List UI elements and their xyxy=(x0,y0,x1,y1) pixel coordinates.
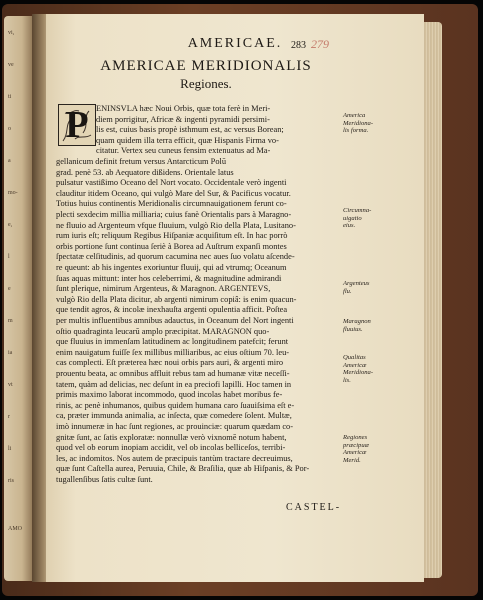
text-line: pulsatur vastißimo Oceano del Nort vocato. Occidentale verò ingenti xyxy=(56,178,287,188)
text-line: vulgò Rio della Plata dicitur, ab argenti nimirum copiâ: is enim quacun- xyxy=(56,294,297,304)
text-line: tatem, quàm ad delicias, nec deſunt in ea preciofi lapilli. Hoc tamen in xyxy=(56,379,292,389)
page-number: 283 xyxy=(291,40,306,51)
left-page-fragment: vt xyxy=(8,382,13,388)
text-line: ſpectatæ celſitudinis, ad quorum cacumina nec aues ſuo volatu aſcende- xyxy=(56,252,295,262)
left-page-fragment: vi, xyxy=(8,30,15,36)
text-line: quod vel ob eorum inopiam accidit, vel ob incolas belliceſos, terribi- xyxy=(56,443,286,453)
margin-note: Maragnon xyxy=(343,318,371,325)
text-line: cas complecti. Eſt præterea hæc noui orbis pars auri, & argenti miro xyxy=(56,358,284,368)
decorated-initial xyxy=(58,104,96,146)
left-page-fragment: ve xyxy=(8,62,14,68)
text-line: que fluuius in immenſam latitudinem ac longitudinem patefcit; ferunt xyxy=(56,337,289,347)
left-page-edge xyxy=(4,16,34,581)
left-page-fragment: mo- xyxy=(8,190,18,196)
left-page-fragment: l xyxy=(8,254,10,260)
left-page-fragment: r xyxy=(8,414,10,420)
text-line: quam quidem illa terra efficit, quæ Hispanis Firma vo- xyxy=(96,135,279,145)
catchword: CASTEL- xyxy=(286,502,342,513)
left-page-fragment: ia xyxy=(8,350,13,356)
text-line: gellanicum definit fretum versus Antarcticum Polū xyxy=(56,157,227,166)
running-head: AMERICAE. xyxy=(187,36,283,51)
margin-note: Merid. xyxy=(343,456,361,464)
text-line: grad. penè 53. ab Aequatore dißidens. Orientale latus xyxy=(56,167,234,177)
margin-note: Argenteus xyxy=(343,280,370,287)
left-page-fragment: e xyxy=(8,286,11,292)
book-page xyxy=(46,14,424,582)
margin-note: Americæ xyxy=(343,361,367,369)
margin-note: lis forma. xyxy=(343,127,369,135)
text-line: rinis, ac penè inhumanos, quibus quidem humana caro ſuauiſsima eſt e- xyxy=(56,400,295,410)
left-page-fragment: e, xyxy=(8,222,13,228)
text-line: diem porrigitur, Africæ & ingenti pyramidi persimi- xyxy=(96,114,270,124)
page-edges xyxy=(422,22,442,578)
text-line: ca, præter immunda animalia, ac inſecta, quæ comedere ſolent. Multæ, xyxy=(56,411,292,421)
margin-note: Circumna- xyxy=(343,207,372,214)
text-line: ſunt plerique, nimirum Argenteus, & Maragnon. ARGENTEVS, xyxy=(56,284,271,294)
text-line: clauditur itidem Oceano, qui vulgò Mare del Sur, & Pacificus vocatur. xyxy=(56,188,291,198)
margin-note: Meridiona- xyxy=(343,119,374,127)
margin-note: America xyxy=(343,112,366,119)
margin-note: Qualitas xyxy=(343,354,366,361)
text-line: plecti sexdecim millia milliaria; cuius fanè Orientalis pars à Maragno- xyxy=(56,210,292,219)
margin-note: Meridiona- xyxy=(343,369,374,377)
text-line: prouentu beata, ac omnibus affluit rebus tam ad humanæ vitæ neceſſi- xyxy=(56,369,290,378)
left-page-fragment: ris xyxy=(8,478,14,484)
left-page-fragment: li xyxy=(8,446,12,452)
text-line: gnitæ ſunt, ac ſatis exploratæ: nonnullæ verò vixnomē notum habent, xyxy=(56,432,287,442)
text-line: que tendit agros, & incolæ inexhauſta argenti opulentia afficit. Poſtea xyxy=(56,305,288,315)
chapter-subtitle: Regiones. xyxy=(180,76,232,91)
text-line: ENINSVLA hæc Noui Orbis, quæ tota ferè in Meri- xyxy=(96,104,271,113)
text-line: Totius huius continentis Meridionalis circumnauigationem ferunt co- xyxy=(56,199,287,209)
text-line: primis maximo laborat incommodo, quod incolas habet moribus fe- xyxy=(56,390,283,400)
text-line: per multis influentibus amnibus adauctus, in Oceanum del Nort ingenti xyxy=(56,316,294,325)
text-line: enim nauigatum fuiſſe ſex millibus milliaribus, ac eius oſtium 70. leu- xyxy=(56,347,290,357)
margin-note: præcipuæ xyxy=(343,441,370,449)
text-line: quæ ſunt Caſtella aurea, Peruuia, Chile, & Braſilia, quæ ab Hiſpanis, & Por- xyxy=(56,464,310,474)
margin-note: lis. xyxy=(343,376,351,384)
text-line: rum iuris eſt; reliquum Regibus Hiſpaniæ acquiſitum eſt. In hac porrò xyxy=(56,231,288,241)
text-line: lis est, cuius basis propè isthmum est, ac versus Borean; xyxy=(96,125,284,135)
text-line: oſtio quadraginta leucarū amplo præcipitat. MARAGNON quo- xyxy=(56,326,270,336)
text-line: tugallenſibus ſatis cultæ ſunt. xyxy=(56,475,153,484)
left-page-fragment: a xyxy=(8,158,11,164)
margin-note: flu. xyxy=(343,287,352,295)
left-page-fragment: AMO xyxy=(8,526,23,532)
margin-note: Americæ xyxy=(343,449,367,457)
chapter-title: AMERICAE MERIDIONALIS xyxy=(100,58,312,74)
text-line: imò innumeræ in hac ſunt regiones, ac prouinciæ: quarum quædam co- xyxy=(56,422,294,431)
margin-note: Regiones xyxy=(343,434,368,441)
left-page-fragment: ti xyxy=(8,94,12,100)
left-page-fragment: o xyxy=(8,126,11,132)
margin-note: eius. xyxy=(343,222,356,230)
margin-note: uigatio xyxy=(343,214,362,222)
text-line: citatur. Vertex seu cuneus fensim extenuatus ad Ma- xyxy=(96,146,271,156)
handwritten-page-number: 279 xyxy=(311,37,329,51)
text-line: re queunt: ab his ingentes exoriuntur fluuij, qui ad vtrumq; Oceanum xyxy=(56,263,287,272)
text-line: ne fluuio ad Argenteum vfque fluuium, vulgò Rio della Plata, Lusitano- xyxy=(56,220,296,230)
initial-letter: P xyxy=(65,104,89,146)
left-page-fragment: m xyxy=(8,318,13,324)
text-line: orbis portione ſunt continua ſeriè à Borea ad Auſtrum expanſi montes xyxy=(56,241,287,251)
text-line: ſuas aquas mittunt: inter hos celeberrimi, & magnitudine admirandi xyxy=(56,273,282,283)
text-line: les, ac indomitos. Nos autem de præcipuis tantùm tractare decreuimus, xyxy=(56,453,293,463)
margin-note: fluuius. xyxy=(343,325,363,333)
